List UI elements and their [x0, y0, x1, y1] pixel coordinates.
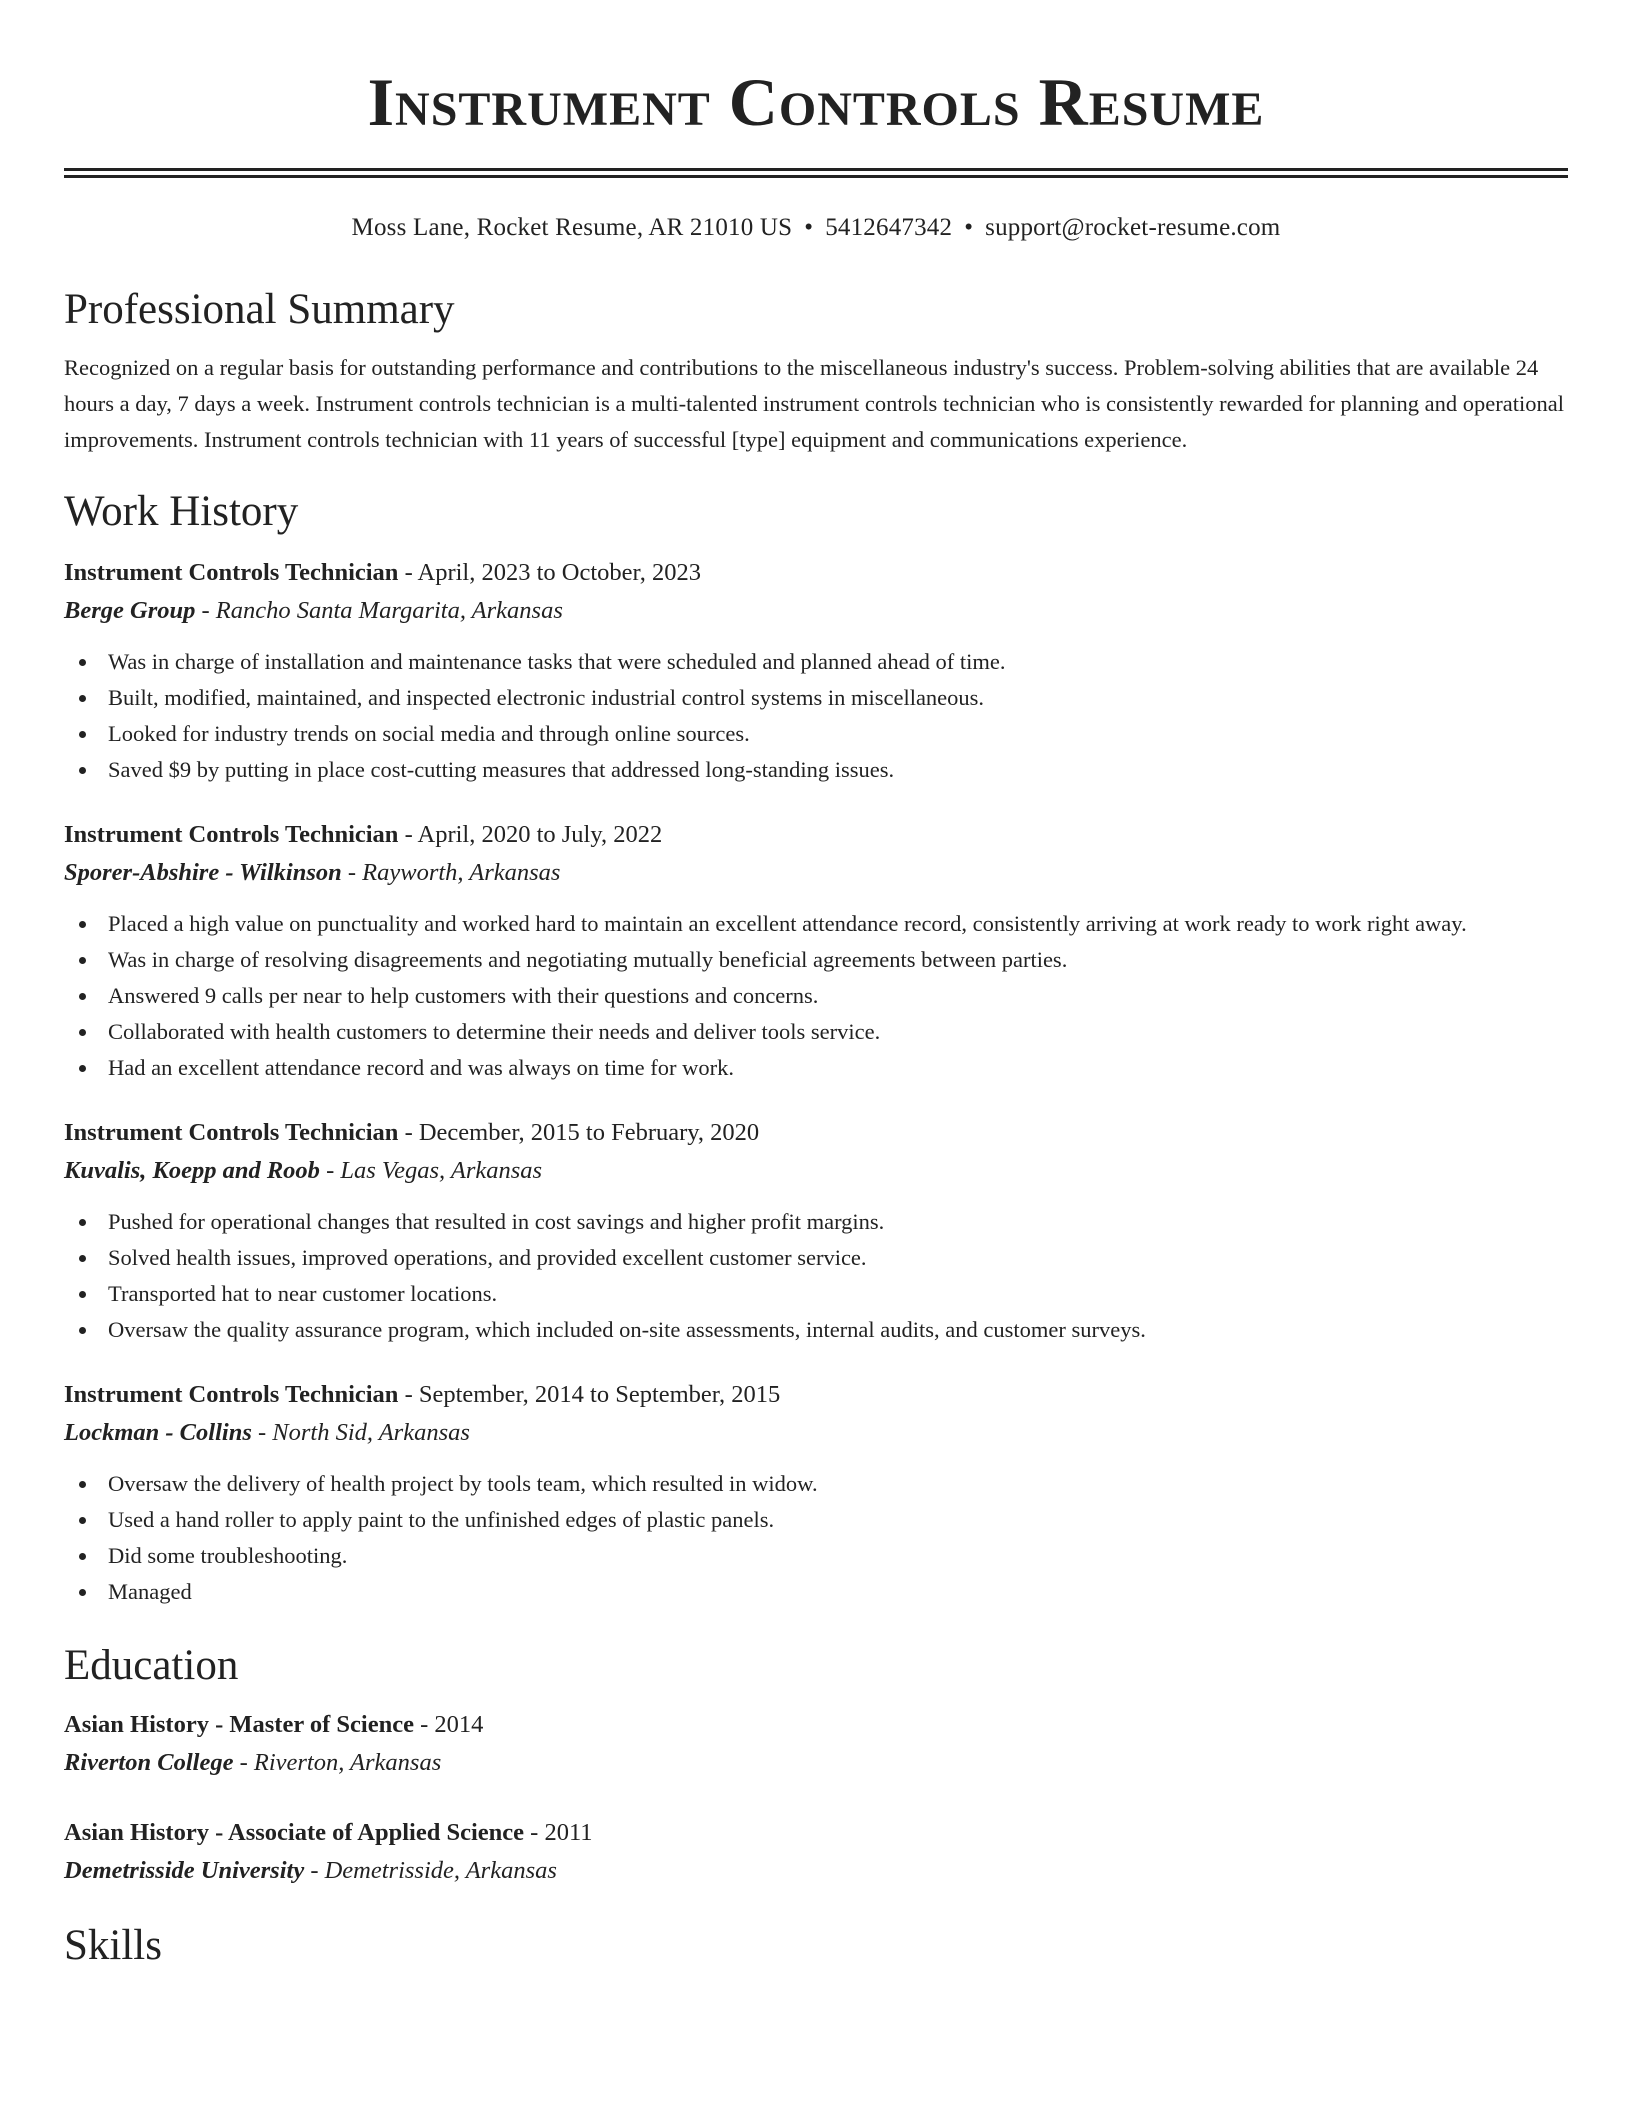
job-bullets [64, 1466, 1568, 1610]
job-bullet: Transported hat to near customer locations. [64, 1276, 1568, 1312]
job-dates: - September, 2014 to September, 2015 [398, 1381, 781, 1408]
job-bullet: Was in charge of resolving disagreements and negotiating mutually beneficial agreements between parties. [64, 942, 1568, 978]
job-company: Berge Group [64, 597, 196, 624]
education-school-line [64, 1744, 1568, 1782]
job-bullet: Answered 9 calls per near to help customers with their questions and concerns. [64, 978, 1568, 1014]
title-double-rule [64, 168, 1568, 178]
job-title-line [64, 1114, 1568, 1152]
education-degree-line [64, 1706, 1568, 1744]
job-bullet: Oversaw the delivery of health project by tools team, which resulted in widow. [64, 1466, 1568, 1502]
education-degree: Asian History - Associate of Applied Science [64, 1819, 525, 1846]
education-year: - 2014 [413, 1711, 484, 1738]
job-title: Instrument Controls Technician [64, 1119, 399, 1146]
job-title-line [64, 554, 1568, 592]
job-entry [64, 554, 1568, 788]
job-company: Sporer-Abshire - Wilkinson [64, 859, 342, 886]
job-bullet: Saved $9 by putting in place cost-cutting measures that addressed long-standing issues. [64, 752, 1568, 788]
job-company-line [64, 592, 1568, 630]
skills-heading: Skills [64, 1922, 162, 1969]
contact-separator: • [804, 214, 814, 241]
education-degree: Asian History - Master of Science [64, 1711, 414, 1738]
job-location: - Rancho Santa Margarita, Arkansas [195, 597, 563, 624]
job-bullet: Looked for industry trends on social media and through online sources. [64, 716, 1568, 752]
job-title: Instrument Controls Technician [64, 1381, 399, 1408]
contact-address: Moss Lane, Rocket Resume, AR 21010 US [351, 214, 793, 241]
education-entry [64, 1814, 1568, 1890]
contact-phone: 5412647342 [825, 214, 953, 241]
job-bullet: Managed [64, 1574, 1568, 1610]
job-bullet: Collaborated with health customers to determine their needs and deliver tools service. [64, 1014, 1568, 1050]
job-bullet: Had an excellent attendance record and was always on time for work. [64, 1050, 1568, 1086]
job-bullets [64, 906, 1568, 1086]
job-company: Kuvalis, Koepp and Roob [64, 1157, 320, 1184]
summary-heading: Professional Summary [64, 286, 455, 333]
job-bullet: Did some troubleshooting. [64, 1538, 1568, 1574]
job-bullet: Solved health issues, improved operations, and provided excellent customer service. [64, 1240, 1568, 1276]
job-dates: - April, 2020 to July, 2022 [398, 821, 663, 848]
education-school-line [64, 1852, 1568, 1890]
job-company: Lockman - Collins [64, 1419, 252, 1446]
job-title-line [64, 816, 1568, 854]
job-bullet: Placed a high value on punctuality and worked hard to maintain an excellent attendance record, consistently arriving at work ready to work right away. [64, 906, 1568, 942]
job-bullet: Oversaw the quality assurance program, which included on-site assessments, internal audits, and customer surveys. [64, 1312, 1568, 1348]
contact-line [64, 212, 1568, 244]
job-company-line [64, 1414, 1568, 1452]
contact-separator: • [964, 214, 974, 241]
job-location: - Rayworth, Arkansas [341, 859, 561, 886]
job-company-line [64, 1152, 1568, 1190]
job-entry [64, 816, 1568, 1086]
job-entry [64, 1114, 1568, 1348]
job-location: - North Sid, Arkansas [251, 1419, 470, 1446]
education-school: Riverton College [64, 1749, 234, 1776]
education-degree-line [64, 1814, 1568, 1852]
education-heading: Education [64, 1642, 239, 1689]
job-bullets [64, 644, 1568, 788]
education-entry [64, 1706, 1568, 1782]
job-title: Instrument Controls Technician [64, 821, 399, 848]
job-company-line [64, 854, 1568, 892]
job-dates: - April, 2023 to October, 2023 [398, 559, 701, 586]
contact-email: support@rocket-resume.com [985, 214, 1281, 241]
education-location: - Riverton, Arkansas [233, 1749, 442, 1776]
summary-text: Recognized on a regular basis for outstanding performance and contributions to the miscellaneous industry's success. Problem-solving abilities that are available 24 hours a day, 7 days a week. Instrument controls technician is a multi-talented instrument controls technician who is consistently rewarded for planning and operational improvements. Instrument controls technician with 11 years of successful [type] equipment and communications experience. [64, 355, 1564, 452]
job-bullet: Was in charge of installation and maintenance tasks that were scheduled and planned ahead of time. [64, 644, 1568, 680]
education-year: - 2011 [524, 1819, 593, 1846]
work-history-heading: Work History [64, 488, 299, 535]
job-dates: - December, 2015 to February, 2020 [398, 1119, 760, 1146]
job-title: Instrument Controls Technician [64, 559, 399, 586]
job-location: - Las Vegas, Arkansas [319, 1157, 543, 1184]
education-school: Demetrisside University [64, 1857, 305, 1884]
job-bullet: Used a hand roller to apply paint to the unfinished edges of plastic panels. [64, 1502, 1568, 1538]
job-bullet: Pushed for operational changes that resulted in cost savings and higher profit margins. [64, 1204, 1568, 1240]
job-entry [64, 1376, 1568, 1610]
resume-title: Instrument Controls Resume [367, 64, 1265, 140]
job-bullets [64, 1204, 1568, 1348]
education-location: - Demetrisside, Arkansas [304, 1857, 557, 1884]
job-title-line [64, 1376, 1568, 1414]
job-bullet: Built, modified, maintained, and inspected electronic industrial control systems in miscellaneous. [64, 680, 1568, 716]
